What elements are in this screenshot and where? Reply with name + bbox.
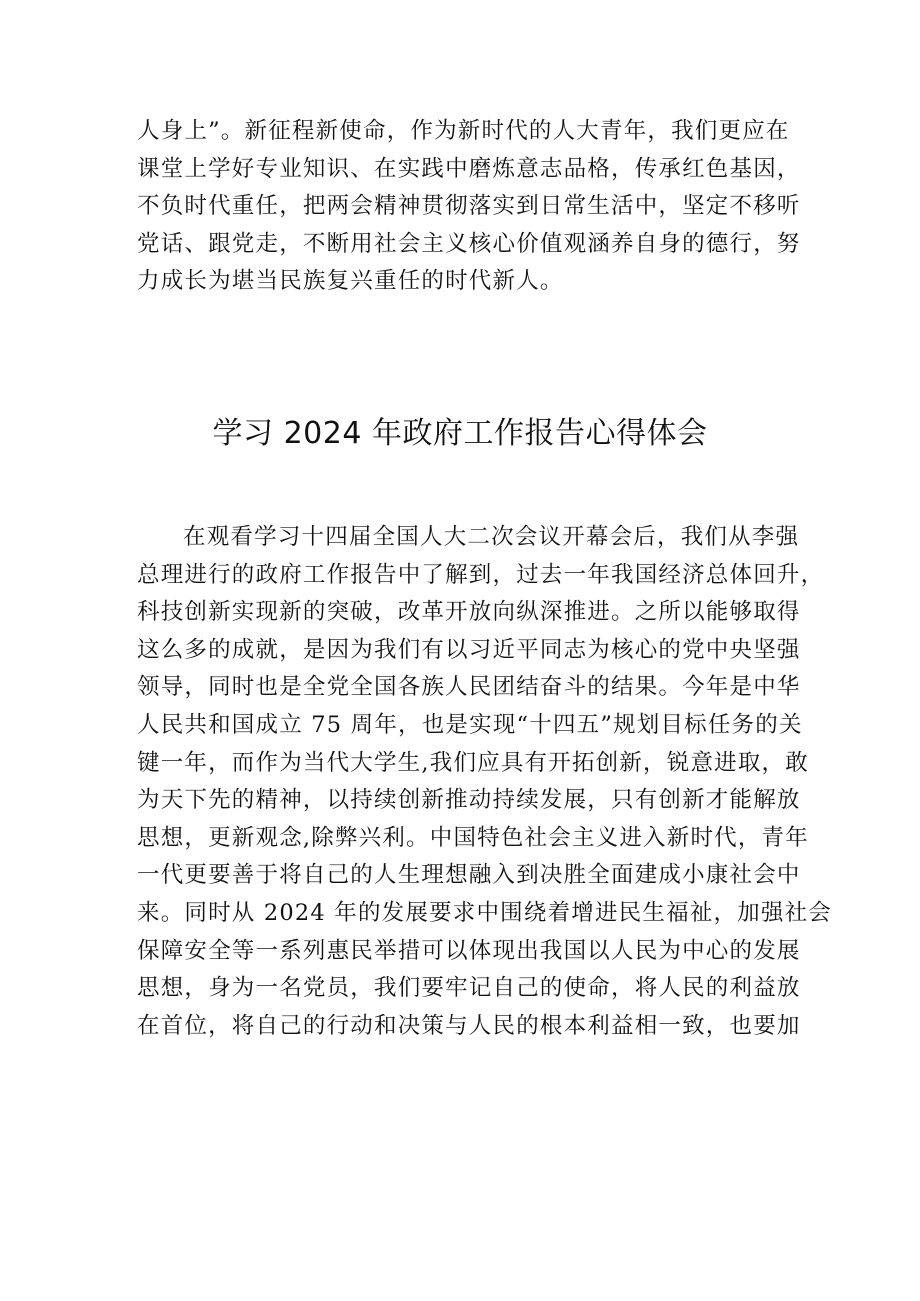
paragraph-line: 在观看学习十四届全国人大二次会议开幕会后，我们从李强	[183, 524, 800, 550]
article-title: 学习 2024 年政府工作报告心得体会	[212, 416, 708, 451]
paragraph-line: 这么多的成就，是因为我们有以习近平同志为核心的党中央坚强	[137, 636, 801, 663]
paragraph-line: 在首位，将自己的行动和决策与人民的根本利益相一致，也要加	[137, 1012, 801, 1039]
paragraph-line: 来。同时从 2024 年的发展要求中围绕着增进民生福祉，加强社会	[137, 899, 832, 926]
paragraph-line: 党话、跟党走，不断用社会主义核心价值观涵养自身的德行，努	[137, 230, 801, 257]
paragraph-line: 领导，同时也是全党全国各族人民团结奋斗的结果。今年是中华	[137, 674, 801, 701]
paragraph-line: 一代更要善于将自己的人生理想融入到决胜全面建成小康社会中	[137, 862, 801, 889]
paragraph-line: 不负时代重任，把两会精神贯彻落实到日常生活中，坚定不移听	[137, 193, 801, 220]
article-body-paragraph	[137, 519, 832, 1045]
paragraph-line: 键一年，而作为当代大学生,我们应具有开拓创新，锐意进取，敢	[137, 749, 809, 776]
paragraph-line: 力成长为堪当民族复兴重任的时代新人。	[137, 268, 564, 295]
paragraph-line: 思想，更新观念,除弊兴利。中国特色社会主义进入新时代，青年	[137, 824, 809, 851]
paragraph-line: 保障安全等一系列惠民举措可以体现出我国以人民为中心的发展	[137, 937, 801, 964]
paragraph-line: 课堂上学好专业知识、在实践中磨炼意志品格，传承红色基因，	[137, 155, 801, 182]
paragraph-line: 人身上”。新征程新使命，作为新时代的人大青年，我们更应在	[137, 118, 790, 144]
paragraph-line: 人民共和国成立 75 周年，也是实现“十四五”规划目标任务的关	[137, 711, 803, 738]
paragraph-line: 总理进行的政府工作报告中了解到，过去一年我国经济总体回升，	[137, 561, 825, 588]
paragraph-line: 为天下先的精神，以持续创新推动持续发展，只有创新才能解放	[137, 787, 801, 814]
paragraph-line: 科技创新实现新的突破，改革开放向纵深推进。之所以能够取得	[137, 599, 801, 626]
previous-section-paragraph	[137, 113, 817, 301]
paragraph-line: 思想，身为一名党员，我们要牢记自己的使命，将人民的利益放	[137, 975, 801, 1002]
